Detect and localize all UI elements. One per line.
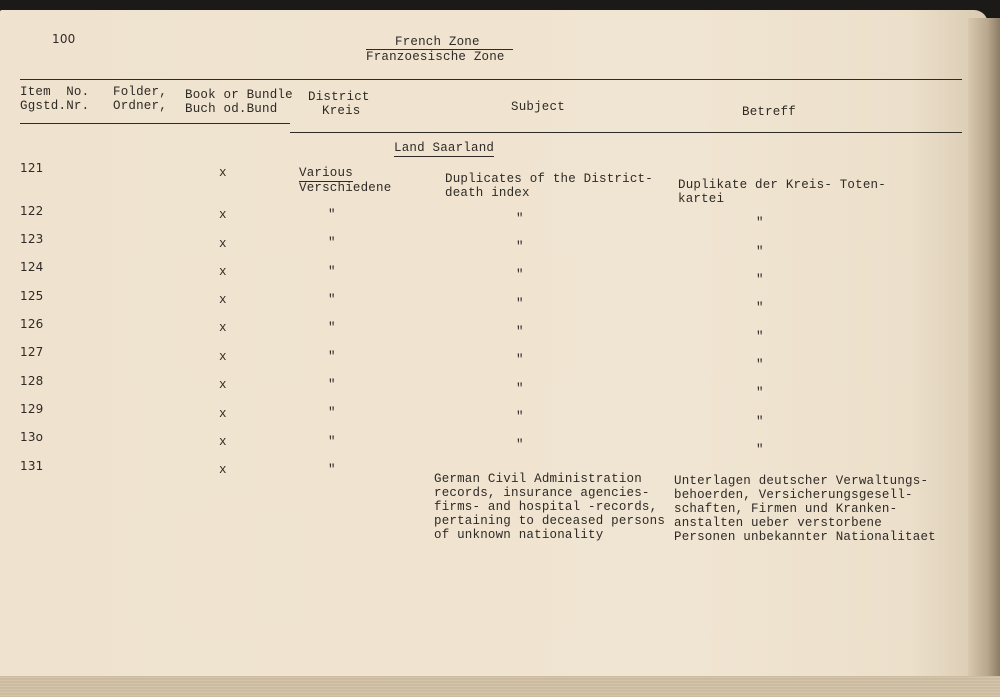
book-mark: x bbox=[219, 293, 227, 307]
ditto-mark: " bbox=[328, 265, 336, 279]
book-mark: x bbox=[219, 208, 227, 222]
col-item-de: Ggstd.Nr. bbox=[20, 99, 90, 113]
ditto-mark: " bbox=[328, 236, 336, 250]
col-book-de: Buch od.Bund bbox=[185, 102, 278, 116]
col-book-en: Book or Bundle bbox=[185, 88, 293, 102]
header-top-rule bbox=[20, 79, 962, 80]
item-number: 126 bbox=[20, 317, 44, 331]
section-title: Land Saarland bbox=[394, 141, 495, 155]
ditto-mark: " bbox=[328, 293, 336, 307]
ditto-mark: " bbox=[756, 386, 764, 400]
betreff-line: Personen unbekannter Nationalitaet bbox=[674, 530, 936, 544]
subject-line: records, insurance agencies- bbox=[434, 486, 650, 500]
book-mark: x bbox=[219, 435, 227, 449]
subject-line: German Civil Administration bbox=[434, 472, 642, 486]
book-mark: x bbox=[219, 265, 227, 279]
item-number: 123 bbox=[20, 232, 44, 246]
betreff-line: behoerden, Versicherungsgesell- bbox=[674, 488, 913, 502]
item-number: 124 bbox=[20, 260, 44, 274]
ditto-mark: " bbox=[756, 245, 764, 259]
book-mark: x bbox=[219, 350, 227, 364]
ditto-mark: " bbox=[516, 382, 524, 396]
col-item-en: Item No. bbox=[20, 85, 90, 99]
page-right-edge bbox=[968, 18, 1000, 688]
betreff-line: Unterlagen deutscher Verwaltungs- bbox=[674, 474, 929, 488]
ditto-mark: " bbox=[516, 240, 524, 254]
betreff-line: anstalten ueber verstorbene bbox=[674, 516, 882, 530]
district-verschiedene: Verschiedene bbox=[299, 181, 392, 195]
col-district-en: District bbox=[308, 90, 370, 104]
ditto-mark: " bbox=[756, 330, 764, 344]
item-number: 128 bbox=[20, 374, 44, 388]
item-number: 121 bbox=[20, 161, 44, 175]
ditto-mark: " bbox=[516, 325, 524, 339]
book-mark: x bbox=[219, 237, 227, 251]
book-mark: x bbox=[219, 321, 227, 335]
betreff-line: schaften, Firmen und Kranken- bbox=[674, 502, 898, 516]
zone-title-de: Franzoesische Zone bbox=[366, 50, 505, 64]
col-folder-en: Folder, bbox=[113, 85, 167, 99]
subject-line: of unknown nationality bbox=[434, 528, 604, 542]
zone-title-en: French Zone bbox=[395, 35, 480, 49]
ditto-mark: " bbox=[328, 321, 336, 335]
ditto-mark: " bbox=[516, 297, 524, 311]
document-page bbox=[0, 10, 988, 690]
ditto-mark: " bbox=[756, 358, 764, 372]
item-number: 122 bbox=[20, 204, 44, 218]
ditto-mark: " bbox=[328, 350, 336, 364]
col-district-de: Kreis bbox=[322, 104, 361, 118]
ditto-mark: " bbox=[516, 438, 524, 452]
book-mark: x bbox=[219, 407, 227, 421]
ditto-mark: " bbox=[328, 208, 336, 222]
col-folder-de: Ordner, bbox=[113, 99, 167, 113]
ditto-mark: " bbox=[328, 378, 336, 392]
ditto-mark: " bbox=[756, 415, 764, 429]
district-various: Various bbox=[299, 166, 353, 180]
betreff-line: kartei bbox=[678, 192, 725, 206]
book-mark: x bbox=[219, 378, 227, 392]
ditto-mark: " bbox=[328, 406, 336, 420]
item-number: 131 bbox=[20, 459, 44, 473]
ditto-mark: " bbox=[328, 435, 336, 449]
subject-line: Duplicates of the District- bbox=[445, 172, 653, 186]
ditto-mark: " bbox=[516, 268, 524, 282]
item-number: 127 bbox=[20, 345, 44, 359]
item-number: 129 bbox=[20, 402, 44, 416]
ditto-mark: " bbox=[756, 443, 764, 457]
subject-line: pertaining to deceased persons bbox=[434, 514, 666, 528]
betreff-line: Duplikate der Kreis- Toten- bbox=[678, 178, 886, 192]
ditto-mark: " bbox=[516, 353, 524, 367]
ditto-mark: " bbox=[756, 273, 764, 287]
subject-line: firms- and hospital -records, bbox=[434, 500, 658, 514]
header-bottom-rule bbox=[290, 132, 962, 133]
book-mark: x bbox=[219, 463, 227, 477]
ditto-mark: " bbox=[516, 410, 524, 424]
book-mark: x bbox=[219, 166, 227, 180]
ditto-mark: " bbox=[516, 212, 524, 226]
ditto-mark: " bbox=[328, 463, 336, 477]
col-betreff: Betreff bbox=[742, 105, 796, 119]
page-number: 100 bbox=[52, 32, 76, 46]
page-bottom-edge bbox=[0, 676, 1000, 697]
subject-line: death index bbox=[445, 186, 530, 200]
col-subject: Subject bbox=[511, 100, 565, 114]
item-number: 125 bbox=[20, 289, 44, 303]
ditto-mark: " bbox=[756, 301, 764, 315]
ditto-mark: " bbox=[756, 216, 764, 230]
header-left-rule bbox=[20, 123, 290, 124]
item-number: 13o bbox=[20, 430, 44, 444]
